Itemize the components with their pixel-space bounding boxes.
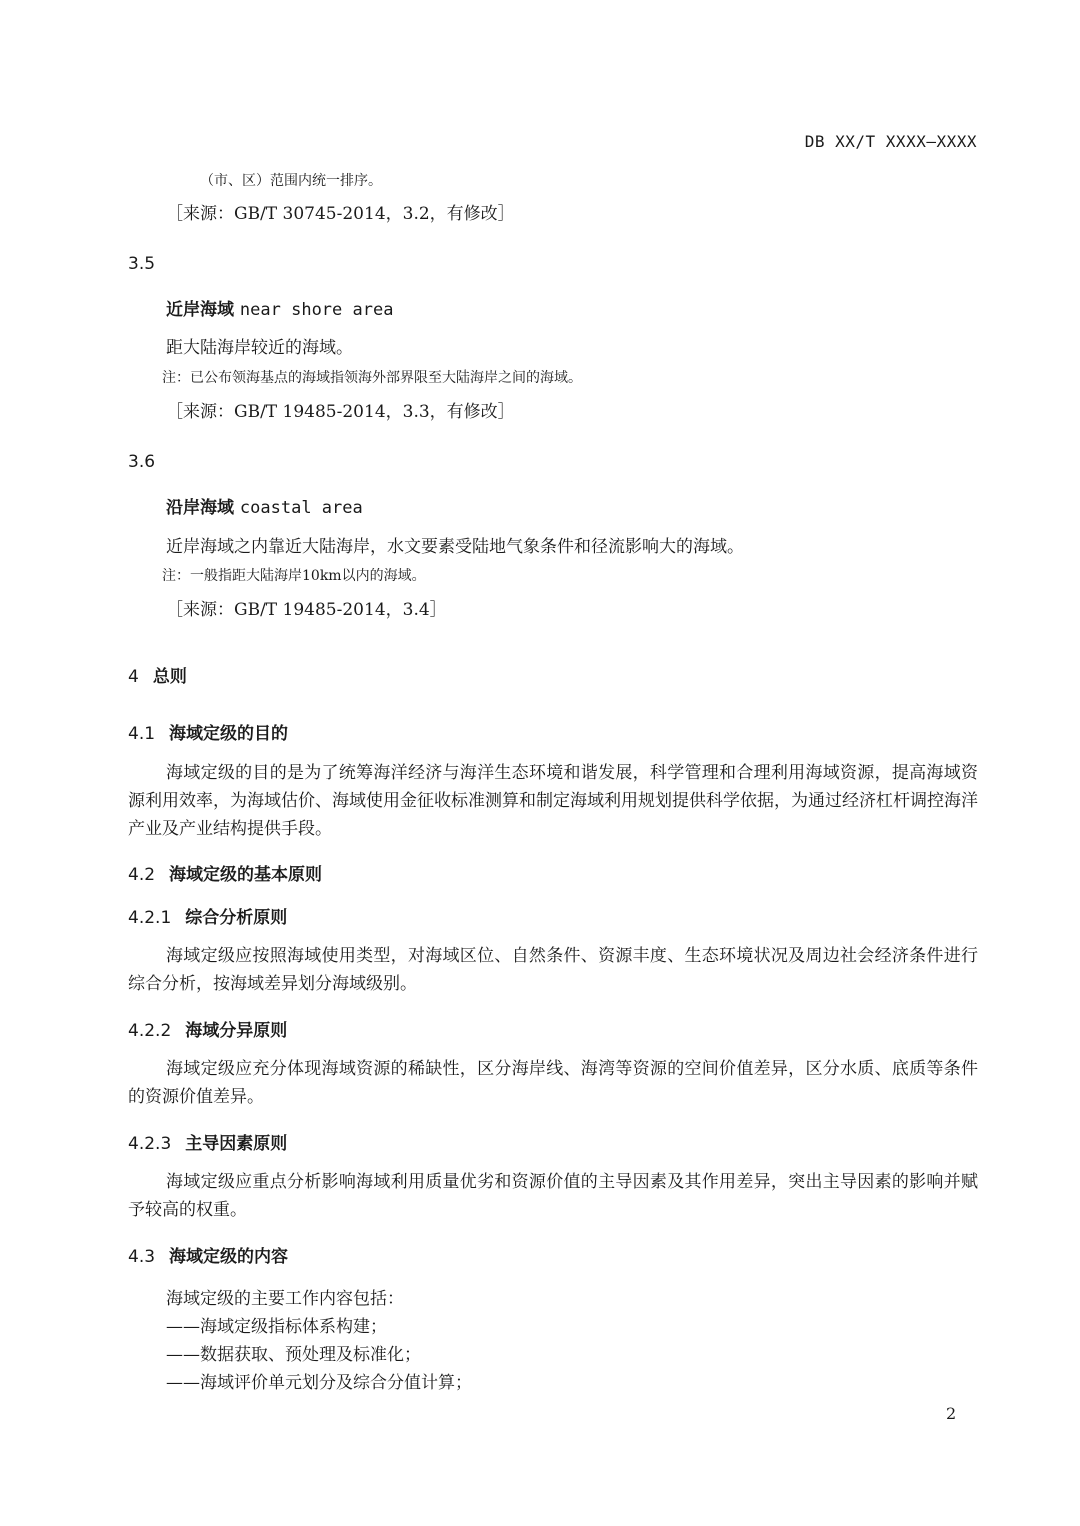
section-heading <box>128 1129 287 1154</box>
section-number: 4.2.1 <box>128 908 172 928</box>
section-title: 总则 <box>152 667 187 687</box>
term-definition: 距大陆海岸较近的海域。 <box>166 338 353 358</box>
section-heading <box>128 1016 287 1041</box>
section-heading <box>128 662 187 687</box>
term-title <box>166 295 393 320</box>
section-title: 综合分析原则 <box>185 908 288 928</box>
section-number: 4 <box>128 667 139 687</box>
section-paragraph: 海域定级应充分体现海域资源的稀缺性，区分海岸线、海湾等资源的空间价值差异，区分水质、底质等条件的资源价值差异。 <box>128 1059 978 1107</box>
section-title: 海域定级的基本原则 <box>169 865 323 885</box>
page-number: 2 <box>946 1404 957 1423</box>
section-paragraph: 海域定级应按照海域使用类型，对海域区位、自然条件、资源丰度、生态环境状况及周边社会经济条件进行综合分析，按海域差异划分海域级别。 <box>128 946 978 994</box>
term-title-zh: 近岸海域 <box>166 300 234 320</box>
continuation-text: （市、区）范围内统一排序。 <box>200 173 382 189</box>
section-title: 海域定级的目的 <box>169 724 289 744</box>
term-title <box>166 493 363 518</box>
section-number: 4.2 <box>128 865 156 885</box>
term-definition: 近岸海域之内靠近大陆海岸，水文要素受陆地气象条件和径流影响大的海域。 <box>166 537 744 557</box>
section-number: 4.1 <box>128 724 156 744</box>
term-note: 注：已公布领海基点的海域指领海外部界限至大陆海岸之间的海域。 <box>162 370 582 386</box>
source-citation: ［来源：GB/T 19485-2014，3.3，有修改］ <box>166 402 515 422</box>
section-title: 主导因素原则 <box>185 1134 288 1154</box>
term-note: 注：一般指距大陆海岸10km以内的海域。 <box>162 568 426 584</box>
section-heading <box>128 860 322 885</box>
document-code: DB XX/T XXXX—XXXX <box>804 132 977 151</box>
section-title: 海域分异原则 <box>185 1021 288 1041</box>
section-title: 海域定级的内容 <box>169 1247 289 1267</box>
list-item: ——数据获取、预处理及标准化； <box>166 1345 421 1365</box>
term-title-en: near shore area <box>239 300 394 320</box>
section-paragraph: 海域定级应重点分析影响海域利用质量优劣和资源价值的主导因素及其作用差异，突出主导因素的影响并赋予较高的权重。 <box>128 1172 978 1220</box>
section-number: 4.3 <box>128 1247 156 1267</box>
term-number: 3.6 <box>128 452 156 472</box>
term-number: 3.5 <box>128 254 156 274</box>
section-heading <box>128 903 287 928</box>
section-heading <box>128 719 288 744</box>
term-title-en: coastal area <box>239 498 363 518</box>
section-heading <box>128 1242 288 1267</box>
section-number: 4.2.2 <box>128 1021 172 1041</box>
list-item: ——海域定级指标体系构建； <box>166 1317 387 1337</box>
source-citation: ［来源：GB/T 30745-2014，3.2，有修改］ <box>166 204 515 224</box>
list-item: ——海域评价单元划分及综合分值计算； <box>166 1373 472 1393</box>
source-citation: ［来源：GB/T 19485-2014，3.4］ <box>166 600 447 620</box>
list-intro: 海域定级的主要工作内容包括： <box>166 1289 404 1309</box>
section-number: 4.2.3 <box>128 1134 172 1154</box>
section-paragraph: 海域定级的目的是为了统筹海洋经济与海洋生态环境和谐发展，科学管理和合理利用海域资源，提高海域资源利用效率，为海域估价、海域使用金征收标准测算和制定海域利用规划提供科学依据，为通过经济杠杆调控海洋产业及产业结构提供手段。 <box>128 763 978 839</box>
term-title-zh: 沿岸海域 <box>166 498 234 518</box>
